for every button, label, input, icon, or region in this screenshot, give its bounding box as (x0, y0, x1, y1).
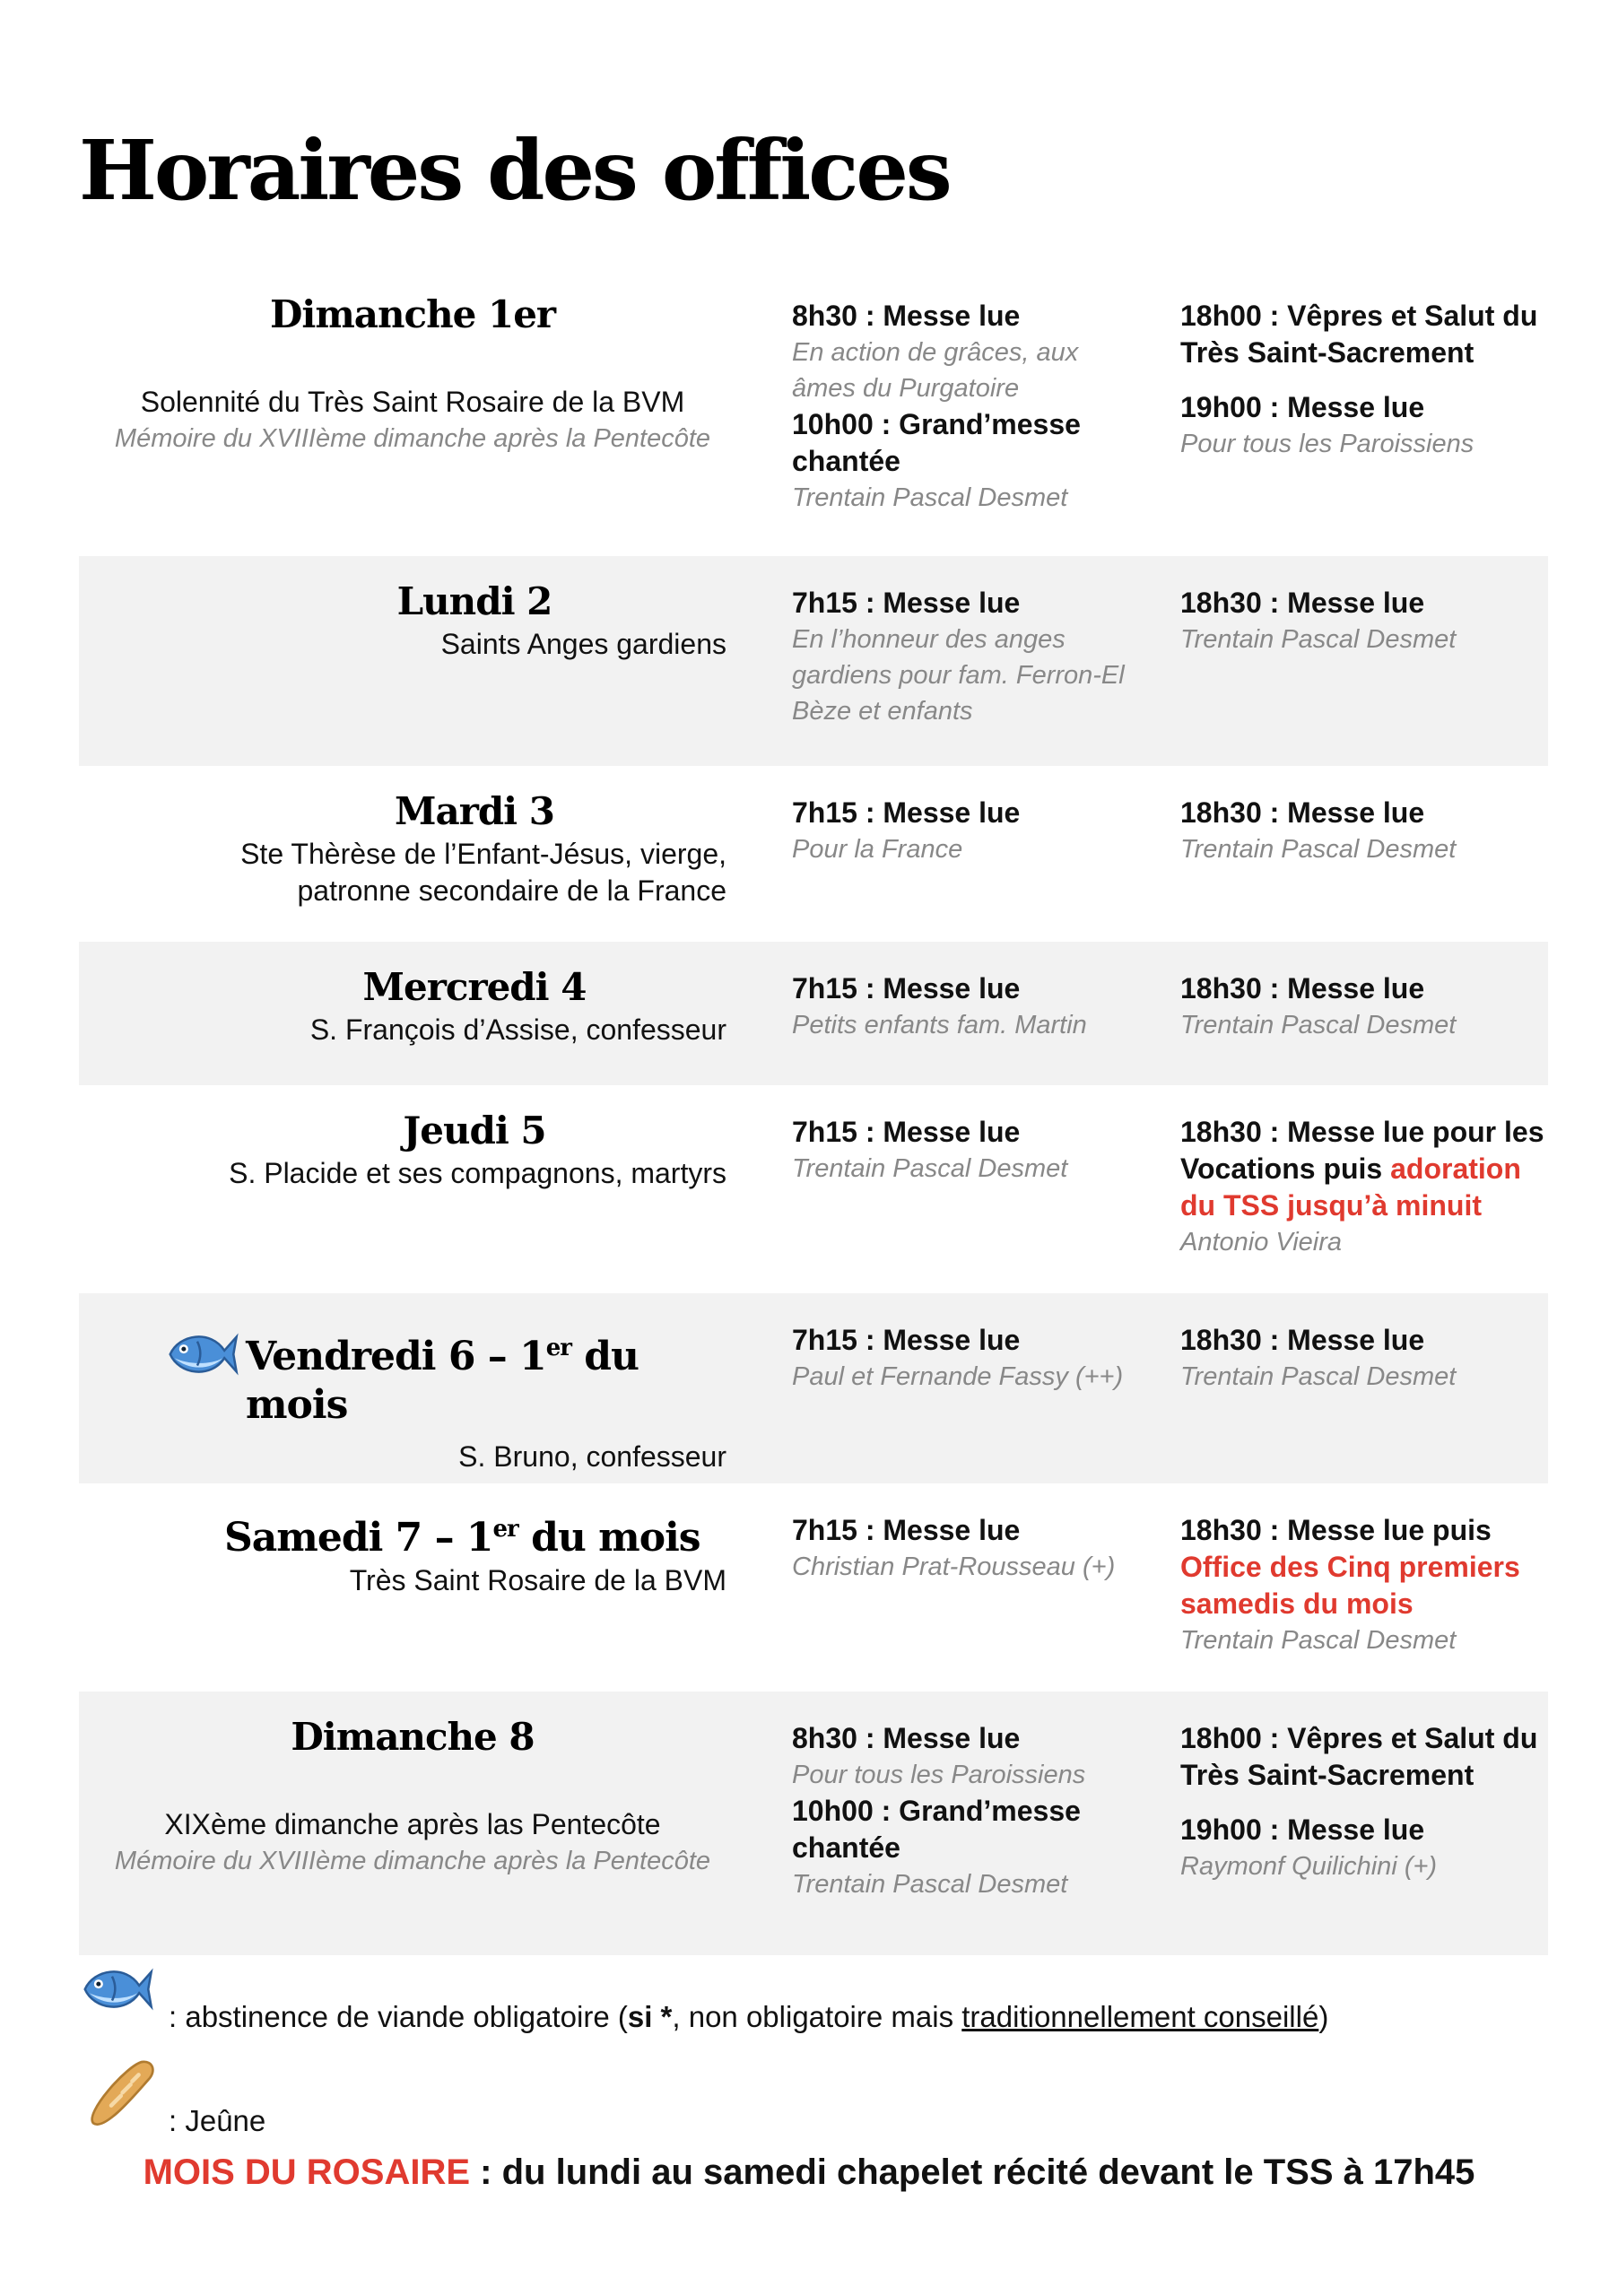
bread-legend-text: : Jeûne (169, 2104, 266, 2137)
mass-time: 10h00 : Grand’messe chantée (792, 1795, 1081, 1864)
mass-intention: Trentain Pascal Desmet (792, 1154, 1068, 1183)
feast-label: Ste Thèrèse de l’Enfant-Jésus, vierge, patronne secondaire de la France (240, 838, 726, 907)
day-cell (79, 291, 746, 457)
mass-time: 18h00 : Vêpres et Salut du Très Saint-Sacrement (1180, 300, 1538, 369)
day-row (79, 1483, 1548, 1692)
day-name: Dimanche 8 (291, 1715, 535, 1759)
morning-masses (792, 298, 1133, 516)
day-name: Jeudi 5 (403, 1109, 546, 1152)
mass-intention: Trentain Pascal Desmet (1180, 1011, 1457, 1039)
mass-time: 18h30 : Messe lue (1180, 796, 1425, 829)
mass-time: 10h00 : Grand’messe chantée (792, 408, 1081, 477)
mass-time (1180, 1114, 1548, 1224)
mass-intention: Paul et Fernande Fassy (++) (792, 1362, 1124, 1391)
mass-intention: Petits enfants fam. Martin (792, 1011, 1087, 1039)
mass-intention: Trentain Pascal Desmet (792, 1870, 1068, 1899)
day-name (79, 1505, 726, 1562)
mass-intention: Trentain Pascal Desmet (1180, 1626, 1457, 1655)
mass-intention: Trentain Pascal Desmet (792, 483, 1068, 512)
fish-legend-text (169, 2000, 1328, 2034)
day-row (79, 766, 1548, 942)
mass-time: 19h00 : Messe lue (1180, 1813, 1425, 1846)
day-name-ordinal: er (545, 1335, 571, 1361)
adoration-highlight: adoration du TSS jusqu’à minuit (1180, 1152, 1521, 1222)
morning-masses (792, 1512, 1133, 1585)
mass-time: 7h15 : Messe lue (792, 796, 1021, 829)
mass-intention: En action de grâces, aux âmes du Purgatoire (792, 338, 1079, 403)
mass-time: 7h15 : Messe lue (792, 1116, 1021, 1148)
legend-text-b: , non obligatoire mais (672, 2000, 962, 2033)
mass-intention: Trentain Pascal Desmet (1180, 835, 1457, 864)
day-name: Mardi 3 (394, 789, 554, 833)
morning-masses (792, 795, 1133, 867)
mass-intention: Pour tous les Paroissiens (792, 1761, 1086, 1789)
day-name-suffix: du mois (246, 1334, 639, 1428)
morning-masses (792, 1720, 1133, 1902)
day-cell (79, 1107, 726, 1192)
mass-intention: Trentain Pascal Desmet (1180, 625, 1457, 654)
mass-time: 7h15 : Messe lue (792, 1324, 1021, 1356)
day-name: Dimanche 1er (269, 292, 556, 336)
evening-masses (1180, 298, 1548, 462)
office-highlight: Office des Cinq premiers samedis du mois (1180, 1551, 1520, 1620)
day-cell (79, 1324, 726, 1475)
mass-time: 8h30 : Messe lue (792, 300, 1021, 332)
evening-masses (1180, 795, 1548, 867)
mass-time: 18h00 : Vêpres et Salut du Très Saint-Sacrement (1180, 1722, 1538, 1791)
day-name: Mercredi 4 (362, 965, 587, 1009)
evening-masses (1180, 970, 1548, 1043)
mass-time: 18h30 : Messe lue (1180, 587, 1425, 619)
mass-intention: En l’honneur des anges gardiens pour fam. Ferron-El Bèze et enfants (792, 625, 1125, 726)
evening-masses (1180, 585, 1548, 657)
schedule-table (79, 269, 1548, 1955)
day-name (79, 1324, 726, 1430)
mass-intention: Christian Prat-Rousseau (+) (792, 1552, 1116, 1581)
feast-label: Très Saint Rosaire de la BVM (349, 1564, 726, 1596)
feast-label: S. Bruno, confesseur (458, 1440, 726, 1473)
memorial-label: Mémoire du XVIIIème dimanche après la Pentecôte (114, 424, 711, 453)
day-row (79, 1293, 1548, 1483)
day-name-suffix: du mois (518, 1515, 700, 1561)
feast-label: XIXème dimanche après las Pentecôte (164, 1808, 661, 1840)
mass-intention: Pour la France (792, 835, 963, 864)
legend-text-c: ) (1318, 2000, 1329, 2033)
rosary-month-note (0, 2152, 1618, 2193)
mass-intention: Raymonf Quilichini (+) (1180, 1852, 1438, 1881)
mass-time: 7h15 : Messe lue (792, 587, 1021, 619)
evening-masses (1180, 1114, 1548, 1260)
fish-icon (79, 1962, 154, 2016)
morning-masses (792, 970, 1133, 1043)
memorial-label: Mémoire du XVIIIème dimanche après la Pentecôte (114, 1847, 711, 1875)
legend-text-a: : abstinence de viande obligatoire ( (169, 2000, 628, 2033)
evening-masses (1180, 1720, 1548, 1884)
mass-time: 19h00 : Messe lue (1180, 391, 1425, 423)
day-row (79, 942, 1548, 1085)
feast-label: Solennité du Très Saint Rosaire de la BVM (140, 386, 685, 418)
rosary-month-label: MOIS DU ROSAIRE (143, 2152, 471, 2192)
evening-masses (1180, 1512, 1548, 1658)
mass-time: 8h30 : Messe lue (792, 1722, 1021, 1754)
mass-time: 7h15 : Messe lue (792, 1514, 1021, 1546)
morning-masses (792, 1322, 1133, 1395)
mass-time: 18h30 : Messe lue (1180, 1324, 1425, 1356)
day-row (79, 1085, 1548, 1293)
page-title: Horaires des offices (79, 122, 950, 219)
rosary-month-text: : du lundi au samedi chapelet récité devant le TSS à 17h45 (470, 2152, 1475, 2192)
mass-time-text: 18h30 : Messe lue puis (1180, 1514, 1492, 1546)
morning-masses (792, 585, 1133, 729)
mass-time: 18h30 : Messe lue (1180, 972, 1425, 1004)
feast-label: S. Placide et ses compagnons, martyrs (229, 1157, 726, 1189)
mass-intention: Pour tous les Paroissiens (1180, 430, 1474, 458)
day-row (79, 556, 1548, 766)
legend-bold: si * (627, 2000, 673, 2033)
day-row (79, 269, 1548, 556)
day-name-text: Samedi 7 – 1 (224, 1515, 493, 1561)
mass-intention: Antonio Vieira (1180, 1228, 1343, 1257)
day-row (79, 1692, 1548, 1955)
day-name-text: Vendredi 6 – 1 (246, 1334, 546, 1379)
day-cell (79, 787, 726, 909)
day-cell (79, 578, 726, 663)
mass-time-text: 18h30 : Messe lue pour les Vocations puis (1180, 1116, 1544, 1185)
mass-time: 7h15 : Messe lue (792, 972, 1021, 1004)
feast-label: S. François d’Assise, confesseur (309, 1013, 726, 1046)
mass-intention: Trentain Pascal Desmet (1180, 1362, 1457, 1391)
day-cell (79, 1713, 746, 1879)
mass-time (1180, 1512, 1548, 1622)
evening-masses (1180, 1322, 1548, 1395)
bread-icon (79, 2054, 160, 2135)
day-cell (79, 963, 726, 1048)
morning-masses (792, 1114, 1133, 1187)
day-name-ordinal: er (492, 1516, 518, 1543)
day-name: Lundi 2 (396, 579, 552, 623)
legend-underlined: traditionnellement conseillé (961, 2000, 1319, 2033)
day-cell (79, 1505, 726, 1599)
feast-label: Saints Anges gardiens (440, 628, 726, 660)
